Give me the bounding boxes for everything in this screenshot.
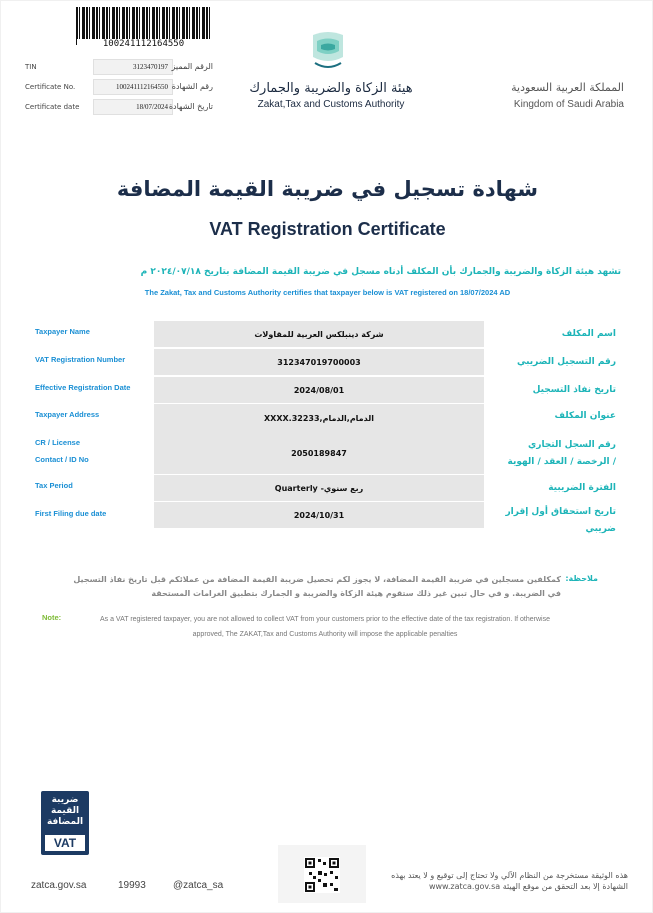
row-first-filing: [31, 502, 626, 534]
authority-name-ar: هيئة الزكاة والضريبة والجمارك: [249, 81, 413, 96]
footer-notice-ar: هذه الوثيقة مستخرجة من النظام الآلي ولا تحتاج إلى توقيع و لا يعتد بهذه الشهادة إلا بعد التحقق من موقع الهيئة www.zatca.gov.sa: [391, 871, 628, 891]
zatca-logo-icon: [303, 27, 353, 77]
row-value: ربع سنوي- Quarterly: [154, 475, 484, 501]
meta-label-en: Certificate No.: [25, 83, 76, 91]
meta-label-en: TIN: [25, 63, 37, 71]
footer-website[interactable]: zatca.gov.sa: [31, 880, 87, 891]
row-label-en: Taxpayer Address: [35, 410, 100, 419]
qr-code-icon: [304, 857, 340, 893]
note-label-ar: ملاحظة:: [565, 574, 598, 583]
barcode-number: 100241112164550: [77, 39, 210, 49]
row-value: 2050189847: [154, 432, 484, 474]
meta-label-ar: الرقم المميز: [171, 62, 213, 71]
row-address: [31, 404, 626, 432]
row-tax-period: [31, 475, 626, 501]
row-label-en: Taxpayer Name: [35, 327, 90, 336]
title-ar: شهادة تسجيل في ضريبة القيمة المضافة: [116, 177, 539, 201]
row-label-en: Effective Registration Date: [35, 383, 131, 392]
row-label-en: First Filing due date: [35, 509, 107, 518]
note-text-ar: كمكلفين مسجلين في ضريبة القيمة المضافة، لا يجوز لكم تحصيل ضريبة القيمة المضافة من عملائكم قبل تاريخ نفاذ التسجيل في الضريبة. و في حال تبين غير ذلك ستقوم هيئة الزكاة والضريبة و الجمارك بتطبيق الغرامات المستحقة: [73, 575, 561, 598]
kingdom-name-en: Kingdom of Saudi Arabia: [513, 99, 624, 110]
row-label-en: Tax Period: [35, 481, 73, 490]
title-en: VAT Registration Certificate: [209, 219, 446, 239]
row-label-ar: الفترة الضريبية: [548, 483, 616, 493]
vat-logo-ar: ضريبة القيمة المضافة: [46, 795, 84, 827]
row-label-ar: تاريخ استحقاق أول إقرار: [505, 507, 616, 517]
row-label-ar: رقم السجل التجاري: [528, 440, 616, 450]
note-text-en: As a VAT registered taxpayer, you are not allowed to collect VAT from your customers prior to the effective date of the tax registration. If otherwise approved, The ZAKAT,Tax and Customs Authority will impose the applicable penalties: [99, 616, 551, 638]
row-label-ar: عنوان المكلف: [554, 411, 616, 421]
meta-label-ar: رقم الشهادة: [171, 82, 213, 91]
meta-label-en: Certificate date: [25, 103, 80, 111]
meta-certificate-date: [23, 97, 213, 117]
row-value: 2024/08/01: [154, 377, 484, 403]
meta-certificate-no: [23, 77, 213, 97]
row-label-en: VAT Registration Number: [35, 355, 126, 364]
row-label-ar-line2: / الرخصة / العقد / الهوية: [507, 457, 616, 467]
row-cr-license: [31, 432, 626, 474]
certify-statement-en: The Zakat, Tax and Customs Authority certifies that taxpayer below is VAT registered on 18/07/2024 AD: [144, 288, 511, 297]
row-label-ar: رقم التسجيل الضريبي: [517, 357, 616, 367]
footer-social[interactable]: @zatca_sa: [173, 880, 224, 891]
qr-code[interactable]: [278, 845, 366, 903]
footer-phone: 19993: [118, 880, 146, 891]
row-label-ar: تاريخ نفاذ التسجيل: [532, 385, 616, 395]
row-label-ar-line2: ضريبي: [585, 524, 616, 534]
row-vat-number: [31, 349, 626, 375]
row-label-en: CR / License: [35, 438, 81, 447]
certify-statement-ar: تشهد هيئة الزكاة والضريبة والجمارك بأن المكلف أدناه مسجل في ضريبة القيمة المضافة بتاريخ ٢٠٢٤/٠٧/١٨ م: [140, 267, 621, 277]
row-label-en-line2: Contact / ID No: [35, 455, 89, 464]
meta-value: 100241112164550: [93, 79, 173, 95]
row-label-ar: اسم المكلف: [561, 329, 616, 339]
meta-value: 3123470197: [93, 59, 173, 75]
row-value: 312347019700003: [154, 349, 484, 375]
note-label-en: Note:: [42, 613, 62, 622]
meta-tin: [23, 57, 213, 77]
vat-logo: [41, 791, 89, 855]
authority-name-en: Zakat,Tax and Customs Authority: [257, 99, 405, 110]
row-effective-date: [31, 377, 626, 403]
row-value: 2024/10/31: [154, 502, 484, 528]
vat-logo-en: VAT: [45, 835, 85, 851]
meta-value: 18/07/2024: [93, 99, 173, 115]
row-value: شركة دينبلكس العربية للمقاولات: [154, 321, 484, 347]
row-value: الدمام,الدمام,XXXX.32233: [154, 404, 484, 432]
kingdom-name-ar: المملكة العربية السعودية: [511, 81, 624, 94]
meta-label-ar: تاريخ الشهادة: [168, 102, 213, 111]
row-taxpayer-name: [31, 321, 626, 347]
